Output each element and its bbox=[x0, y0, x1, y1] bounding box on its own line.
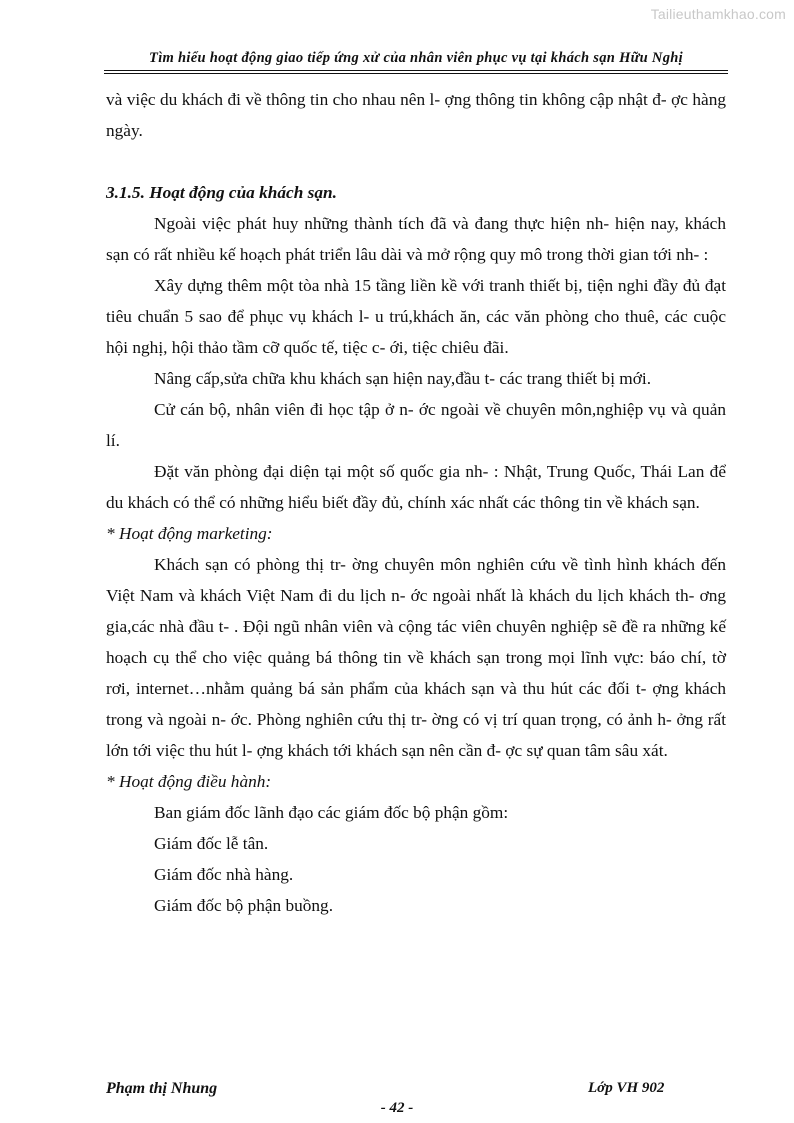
paragraph-offices: Đặt văn phòng đại diện tại một số quốc gia nh- : Nhật, Trung Quốc, Thái Lan để du khách có thể có những hiểu biết đầy đủ, chính xác nhất các thông tin về khách sạn. bbox=[106, 462, 726, 512]
paragraph-marketing: Khách sạn có phòng thị tr- ờng chuyên môn nghiên cứu về tình hình khách đến Việt Nam và khách Việt Nam đi du lịch n- ớc ngoài nhất là khách du lịch khách th- ơng gia,các nhà đầu t- . Đội ngũ nhân viên và cộng tác viên chuyên nghiệp sẽ đề ra những kế hoạch cụ thể cho việc quảng bá thông tin về khách sạn trong mọi lĩnh vực: báo chí, tờ rơi, internet…nhằm quảng bá sản phẩm của khách sạn và thu hút các đối t- ợng khách trong và ngoài n- ớc. Phòng nghiên cứu thị tr- ờng có vị trí quan trọng, có ảnh h- ởng rất lớn tới việc thu hút l- ợng khách tới khách sạn nên cần đ- ợc sự quan tâm sâu xát. bbox=[106, 555, 726, 760]
list-item: Giám đốc bộ phận buồng. bbox=[154, 896, 334, 915]
list-item: Giám đốc lễ tân. bbox=[154, 834, 269, 853]
paragraph-building: Xây dựng thêm một tòa nhà 15 tầng liền kề với tranh thiết bị, tiện nghi đầy đủ đạt tiêu chuẩn 5 sao để phục vụ khách l- u trú,khách ăn, các văn phòng cho thuê, các cuộc hội nghị, hội thảo tầm cỡ quốc tế, tiệc c- ới, tiệc chiêu đãi. bbox=[106, 276, 726, 357]
header-rule bbox=[104, 70, 728, 71]
page-body bbox=[106, 84, 726, 921]
paragraph-continued: và việc du khách đi về thông tin cho nhau nên l- ợng thông tin không cập nhật đ- ợc hàng ngày. bbox=[106, 90, 726, 140]
paragraph-plans: Ngoài việc phát huy những thành tích đã và đang thực hiện nh- hiện nay, khách sạn có rất nhiều kế hoạch phát triển lâu dài và mở rộng quy mô trong thời gian tới nh- : bbox=[106, 214, 726, 264]
section-heading: 3.1.5. Hoạt động của khách sạn. bbox=[106, 183, 337, 202]
paragraph-upgrade: Nâng cấp,sửa chữa khu khách sạn hiện nay,đầu t- các trang thiết bị mới. bbox=[154, 369, 652, 388]
footer-author: Phạm thị Nhung bbox=[106, 1080, 218, 1097]
footer-class: Lớp VH 902 bbox=[588, 1080, 665, 1096]
paragraph-board: Ban giám đốc lãnh đạo các giám đốc bộ phận gồm: bbox=[154, 803, 509, 822]
management-title: * Hoạt động điều hành: bbox=[106, 772, 272, 791]
page-number: - 42 - bbox=[380, 1100, 414, 1116]
running-header: Tìm hiểu hoạt động giao tiếp ứng xử của nhân viên phục vụ tại khách sạn Hữu Nghị bbox=[149, 50, 683, 66]
list-item: Giám đốc nhà hàng. bbox=[154, 865, 294, 884]
header-rule-inner bbox=[104, 73, 728, 74]
spacer bbox=[106, 146, 726, 177]
paragraph-training: Cử cán bộ, nhân viên đi học tập ở n- ớc ngoài về chuyên môn,nghiệp vụ và quản lí. bbox=[106, 400, 726, 450]
watermark: Tailieuthamkhao.com bbox=[650, 6, 786, 22]
marketing-title: * Hoạt động marketing: bbox=[106, 524, 273, 543]
